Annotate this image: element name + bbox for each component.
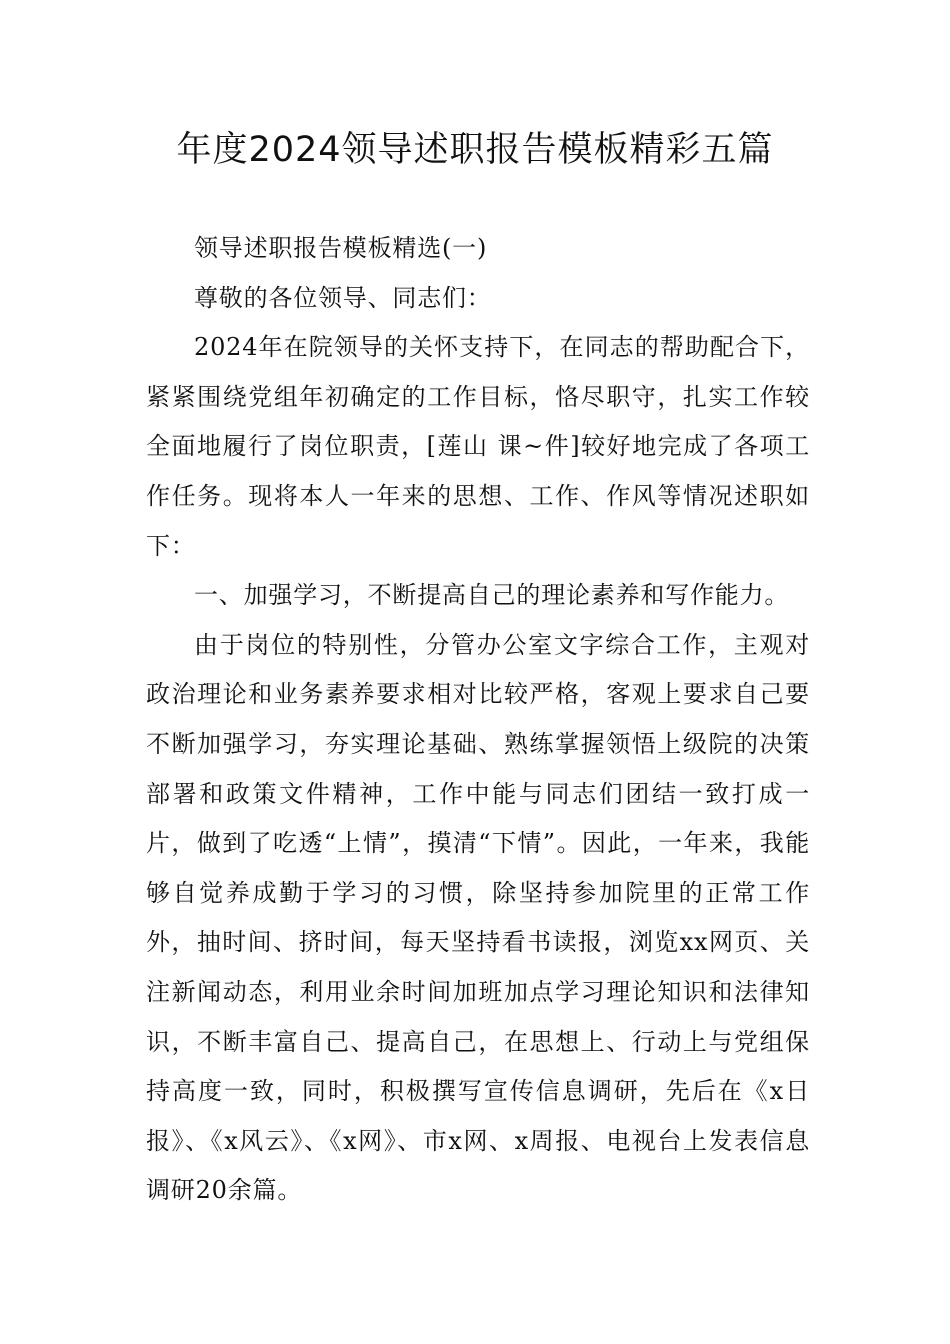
paragraph-section-heading: 领导述职报告模板精选(一)	[194, 234, 488, 262]
paragraph-salutation: 尊敬的各位领导、同志们：	[194, 283, 492, 312]
paragraph-study-details: 由于岗位的特别性，分管办公室文字综合工作，主观对政治理论和业务素养要求相对比较严格，客观上要求自己要不断加强学习，夯实理论基础、熟练掌握领悟上级院的决策部署和政策文件精神，工作中能与同志们团结一致打成一片，做到了吃透“上情”，摸清“下情”。因此，一年来，我能够自觉养成勤于学习的习惯，除坚持参加院里的正常工作外，抽时间、挤时间，每天坚持看书读报，浏览xx网页、关注新闻动态，利用业余时间加班加点学习理论知识和法律知识，不断丰富自己、提高自己，在思想上、行动上与党组保持高度一致，同时，积极撰写宣传信息调研，先后在《x日报》、《x风云》、《x网》、市x网、x周报、电视台上发表信息调研20余篇。	[146, 630, 810, 1205]
document-title: 年度2024领导述职报告模板精彩五篇	[176, 130, 774, 170]
paragraph-intro: 2024年在院领导的关怀支持下，在同志的帮助配合下，紧紧围绕党组年初确定的工作目标，恪尽职守，扎实工作较全面地履行了岗位职责，[莲山 课~件]较好地完成了各项工作任务。现将本人一年来的思想、工作、作风等情况述职如下：	[146, 333, 810, 560]
document-body	[146, 224, 810, 1216]
paragraph-subheading: 一、加强学习，不断提高自己的理论素养和写作能力。	[194, 581, 790, 610]
